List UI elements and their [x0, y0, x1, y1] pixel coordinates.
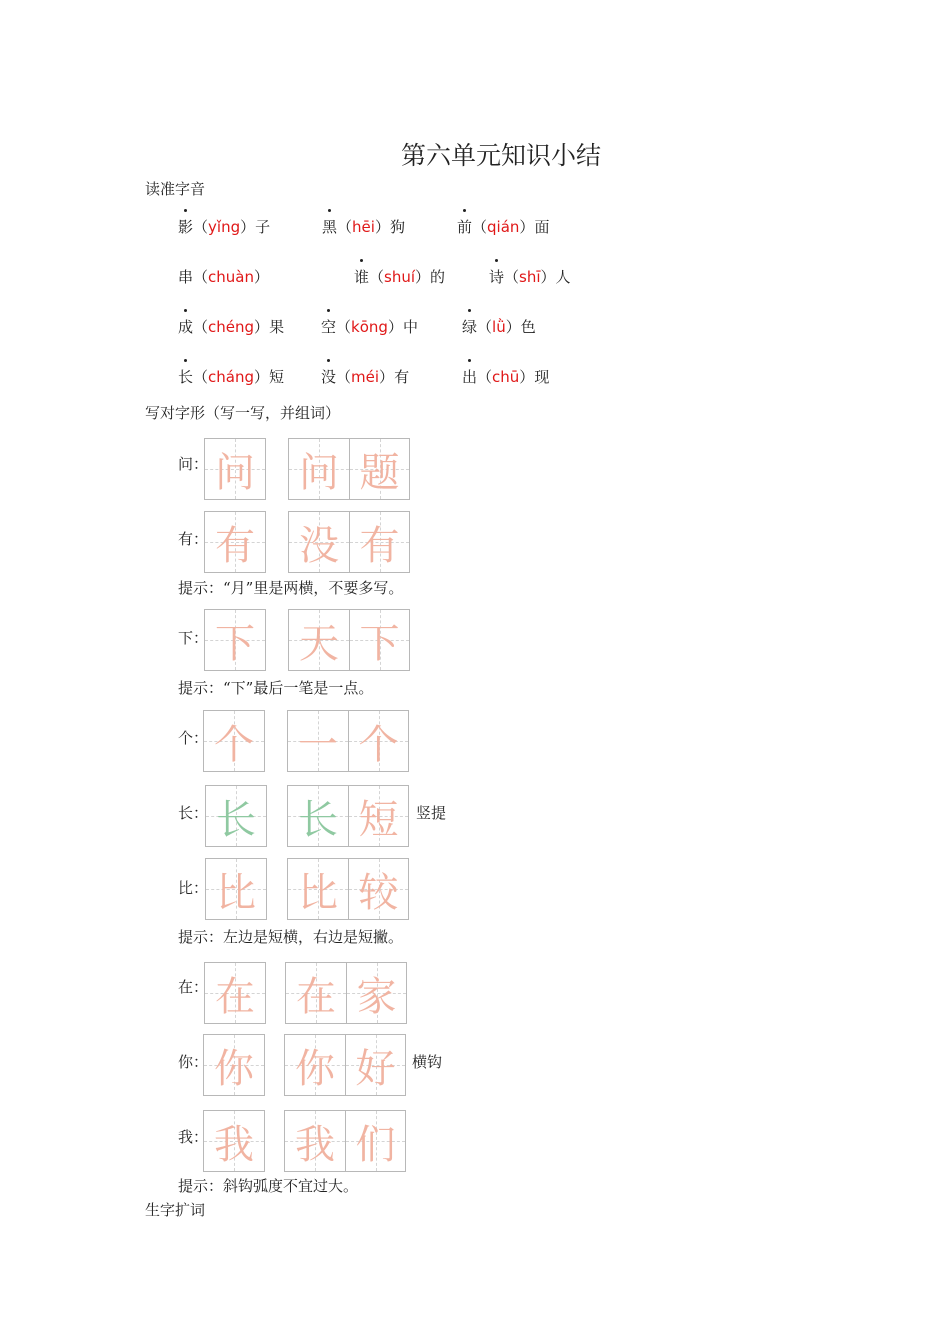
tracing-grid — [203, 710, 265, 772]
tracing-grid — [205, 785, 267, 847]
char-label: 比： — [178, 879, 209, 897]
char-label: 你： — [178, 1053, 209, 1071]
pinyin-item: 谁（shuí）的 — [354, 268, 446, 286]
tracing-cell: 长 — [206, 786, 266, 846]
section-expand: 生字扩词 — [145, 1201, 206, 1219]
tracing-grid — [204, 962, 266, 1024]
pinyin-item: 出（chū）现 — [462, 368, 550, 386]
tracing-cell: 问 — [205, 439, 265, 499]
tracing-cell: 问 — [289, 439, 349, 499]
char-label: 下： — [178, 629, 209, 647]
word-grid — [287, 785, 409, 847]
pinyin-item: 成（chéng）果 — [178, 318, 285, 336]
tip-text: 提示：“下”最后一笔是一点。 — [178, 679, 374, 697]
char-label: 问： — [178, 455, 209, 473]
pinyin-item: 前（qián）面 — [457, 218, 550, 236]
pinyin-item: 诗（shī）人 — [489, 268, 571, 286]
tracing-cell: 比 — [206, 859, 266, 919]
pinyin-item: 长（cháng）短 — [178, 368, 285, 386]
word-grid — [284, 1034, 406, 1096]
tracing-cell: 在 — [205, 963, 265, 1023]
tracing-cell: 一 — [288, 711, 348, 771]
tracing-cell: 短 — [348, 786, 408, 846]
tracing-cell: 没 — [289, 512, 349, 572]
tip-text: 提示：斜钩弧度不宜过大。 — [178, 1177, 359, 1195]
tracing-cell: 们 — [345, 1111, 405, 1171]
tracing-cell: 天 — [289, 610, 349, 670]
section-pronunciation: 读准字音 — [145, 180, 206, 198]
pinyin-item: 影（yǐng）子 — [178, 218, 271, 236]
pinyin-item: 空（kōng）中 — [321, 318, 418, 336]
tracing-cell: 下 — [349, 610, 409, 670]
tracing-grid — [204, 511, 266, 573]
tracing-cell: 好 — [345, 1035, 405, 1095]
tracing-grid — [204, 609, 266, 671]
word-grid — [288, 609, 410, 671]
tracing-grid — [204, 438, 266, 500]
tip-text: 提示：左边是短横，右边是短撇。 — [178, 928, 404, 946]
tracing-grid — [205, 858, 267, 920]
word-grid — [287, 710, 409, 772]
tracing-cell: 你 — [204, 1035, 264, 1095]
tracing-cell: 个 — [204, 711, 264, 771]
page-title: 第六单元知识小结 — [400, 141, 601, 170]
char-label: 在： — [178, 978, 209, 996]
pinyin-item: 绿（lǜ）色 — [462, 318, 536, 336]
stroke-note: 竖提 — [416, 804, 447, 822]
tracing-cell: 长 — [288, 786, 348, 846]
tracing-cell: 家 — [346, 963, 406, 1023]
tracing-cell: 你 — [285, 1035, 345, 1095]
char-label: 我： — [178, 1128, 209, 1146]
char-label: 长： — [178, 804, 209, 822]
tracing-cell: 较 — [348, 859, 408, 919]
word-grid — [287, 858, 409, 920]
word-grid — [285, 962, 407, 1024]
section-shape: 写对字形（写一写，并组词） — [145, 404, 341, 422]
tracing-cell: 比 — [288, 859, 348, 919]
tracing-cell: 下 — [205, 610, 265, 670]
tracing-cell: 有 — [349, 512, 409, 572]
char-label: 个： — [178, 729, 209, 747]
tracing-cell: 我 — [285, 1111, 345, 1171]
word-grid — [284, 1110, 406, 1172]
tracing-cell: 题 — [349, 439, 409, 499]
tracing-cell: 有 — [205, 512, 265, 572]
tracing-grid — [203, 1110, 265, 1172]
word-grid — [288, 511, 410, 573]
char-label: 有： — [178, 530, 209, 548]
tracing-cell: 在 — [286, 963, 346, 1023]
stroke-note: 横钩 — [412, 1053, 443, 1071]
tracing-cell: 个 — [348, 711, 408, 771]
pinyin-item: 没（méi）有 — [321, 368, 410, 386]
pinyin-item: 串（chuàn） — [178, 268, 270, 286]
pinyin-item: 黑（hēi）狗 — [322, 218, 405, 236]
tracing-cell: 我 — [204, 1111, 264, 1171]
tip-text: 提示：“月”里是两横，不要多写。 — [178, 579, 404, 597]
tracing-grid — [203, 1034, 265, 1096]
word-grid — [288, 438, 410, 500]
